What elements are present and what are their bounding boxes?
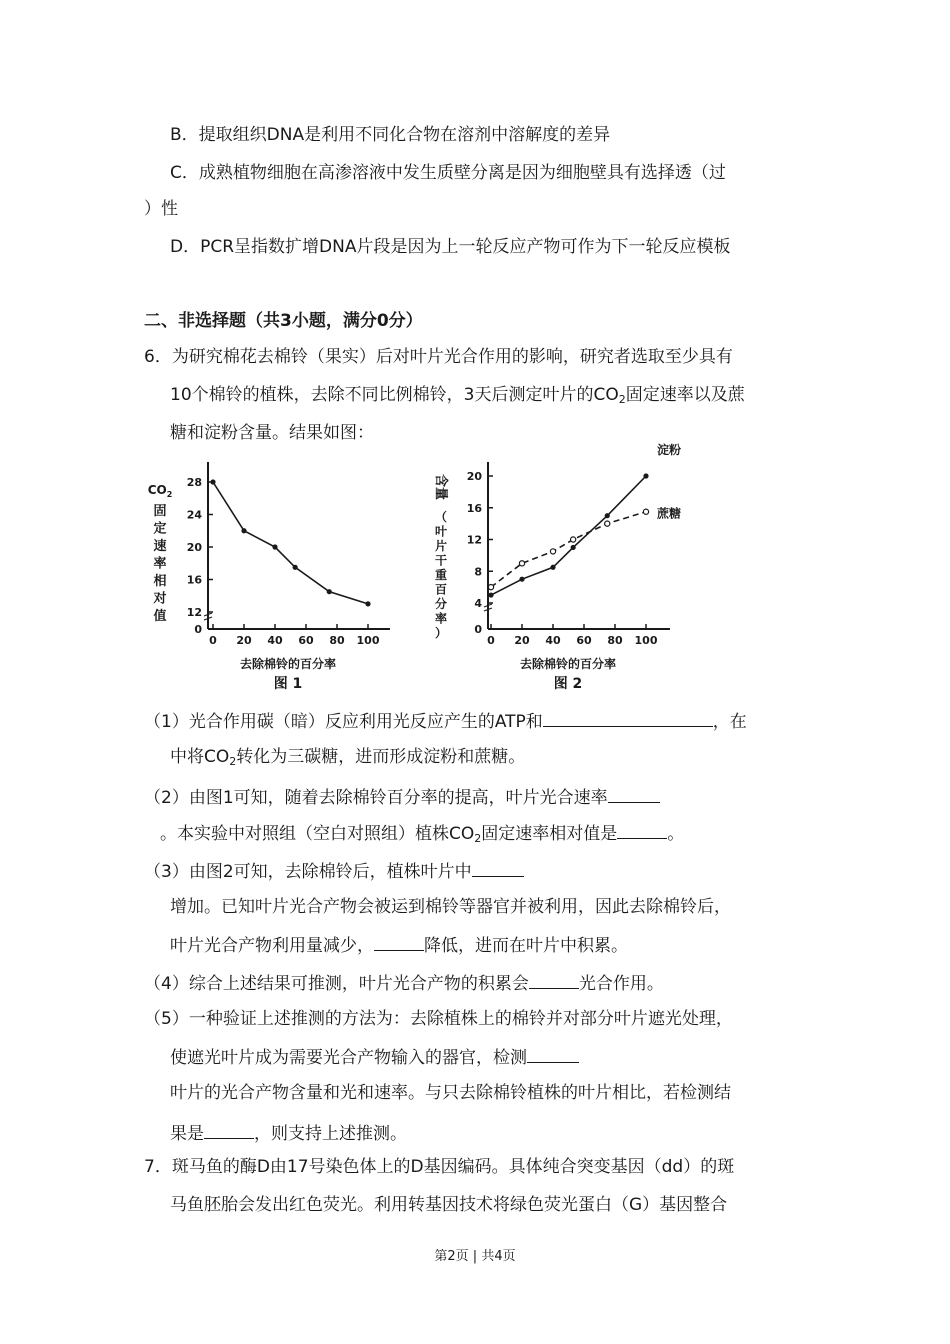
x-tick-label: 40 bbox=[267, 634, 283, 647]
y-label-char: 率 bbox=[434, 611, 448, 626]
data-point bbox=[327, 589, 332, 594]
q6-answer-blank-5 bbox=[374, 932, 424, 951]
data-point bbox=[643, 473, 648, 478]
y-tick-label: 20 bbox=[186, 541, 202, 554]
y-tick-label: 8 bbox=[474, 565, 482, 579]
y-tick-label: 12 bbox=[466, 533, 482, 547]
q6-answer-blank-1 bbox=[543, 708, 713, 727]
figure-2-xlabel: 去除棉铃的百分率 bbox=[519, 657, 617, 671]
data-point bbox=[519, 577, 524, 582]
x-tick-label: 0 bbox=[487, 634, 495, 647]
q6-sub5-line2: 使遮光叶片成为需要光合产物输入的器官，检测 bbox=[170, 1044, 579, 1069]
y-label-title: 含量 bbox=[433, 473, 448, 501]
figure-1-axes bbox=[204, 462, 390, 629]
data-point bbox=[210, 479, 215, 484]
y-label-char: ） bbox=[434, 626, 448, 640]
figure-2-axes bbox=[484, 462, 670, 629]
y-label-char: 相 bbox=[153, 574, 167, 589]
y-tick-label: 16 bbox=[186, 573, 202, 587]
data-point bbox=[293, 565, 298, 570]
x-tick-label: 80 bbox=[607, 634, 623, 647]
q6-sub4: （4）综合上述结果可推测，叶片光合产物的积累会 光合作用。 bbox=[144, 970, 664, 995]
q7-stem-line1: 7．斑马鱼的酶D由17号染色体上的D基因编码。具体纯合突变基因（dd）的斑 bbox=[144, 1157, 735, 1177]
x-tick-label: 40 bbox=[545, 634, 561, 647]
figure-1-xlabel: 去除棉铃的百分率 bbox=[239, 657, 337, 671]
y-label-char: 干 bbox=[434, 553, 448, 568]
data-point bbox=[488, 592, 493, 597]
y-label-char: 叶 bbox=[434, 524, 448, 539]
data-point bbox=[519, 561, 524, 566]
q6-answer-blank-7 bbox=[527, 1044, 579, 1063]
option-c-line2: ）性 bbox=[144, 199, 178, 219]
q6-sub3-line3: 叶片光合产物利用量减少， 降低，进而在叶片中积累。 bbox=[170, 932, 628, 957]
q6-sub5-line1: （5）一种验证上述推测的方法为：去除植株上的棉铃并对部分叶片遮光处理， bbox=[144, 1009, 733, 1029]
q7-stem-line2: 马鱼胚胎会发出红色荧光。利用转基因技术将绿色荧光蛋白（G）基因整合 bbox=[170, 1195, 728, 1215]
figure-1-title: 图 1 bbox=[273, 676, 303, 692]
x-tick-label: 100 bbox=[634, 634, 658, 647]
figure-2-title: 图 2 bbox=[553, 676, 583, 692]
page-footer: 第2页 | 共4页 bbox=[434, 1249, 516, 1264]
data-point bbox=[571, 537, 576, 542]
data-point bbox=[605, 513, 610, 518]
q6-stem-line1: 6．为研究棉花去棉铃（果实）后对叶片光合作用的影响，研究者选取至少具有 bbox=[144, 347, 733, 367]
q6-sub3-line2: 增加。已知叶片光合产物会被运到棉铃等器官并被利用，因此去除棉铃后， bbox=[170, 897, 731, 917]
series-line bbox=[491, 476, 646, 595]
data-point bbox=[241, 528, 246, 533]
y-tick-label: 16 bbox=[466, 501, 482, 515]
x-tick-label: 20 bbox=[236, 634, 252, 647]
q6-sub3-line1: （3）由图2可知，去除棉铃后，植株叶片中 bbox=[144, 858, 524, 883]
zero-label: 0 bbox=[474, 623, 482, 636]
data-point bbox=[550, 565, 555, 570]
y-label-char: 对 bbox=[153, 591, 167, 607]
data-point bbox=[571, 545, 576, 550]
x-tick-label: 100 bbox=[356, 634, 380, 647]
x-tick-label: 0 bbox=[209, 634, 217, 647]
y-label-co2: $CO_2$ bbox=[147, 483, 173, 499]
x-tick-label: 20 bbox=[514, 634, 530, 647]
data-point bbox=[643, 509, 648, 514]
figure-1-ylabel bbox=[148, 483, 173, 624]
section-title: 二、非选择题（共3小题，满分0分） bbox=[144, 311, 423, 331]
y-tick-label: 28 bbox=[186, 476, 202, 489]
series-line bbox=[213, 482, 368, 604]
series-label: 淀粉 bbox=[657, 443, 682, 457]
option-b: B．提取组织DNA是利用不同化合物在溶剂中溶解度的差异 bbox=[170, 125, 611, 145]
series-line bbox=[491, 512, 646, 587]
series-label: 蔗糖 bbox=[657, 506, 682, 521]
x-tick-label: 60 bbox=[576, 634, 592, 647]
q6-answer-blank-2 bbox=[608, 784, 660, 803]
y-label-char: 分 bbox=[434, 597, 448, 611]
q6-stem-line3: 糖和淀粉含量。结果如图： bbox=[170, 423, 374, 443]
y-label-char: 率 bbox=[153, 556, 167, 572]
data-point bbox=[605, 521, 610, 526]
y-tick-label: 20 bbox=[466, 470, 482, 483]
q6-sub2-line1: （2）由图1可知，随着去除棉铃百分率的提高，叶片光合速率 bbox=[144, 784, 660, 809]
option-d: D．PCR呈指数扩增DNA片段是因为上一轮反应产物可作为下一轮反应模板 bbox=[170, 237, 731, 257]
q6-sub1-line1: （1）光合作用碳（暗）反应利用光反应产生的ATP和 ，在 bbox=[144, 708, 747, 733]
figure-2-ylabel bbox=[433, 474, 449, 640]
q6-sub1-line2: 中将$CO_2$转化为三碳糖，进而形成淀粉和蔗糖。 bbox=[170, 747, 526, 768]
y-label-char: 定 bbox=[153, 521, 167, 537]
y-tick-label: 24 bbox=[186, 508, 202, 522]
q6-answer-blank-8 bbox=[204, 1120, 254, 1139]
y-tick-label: 12 bbox=[186, 606, 202, 619]
y-label-char: 片 bbox=[434, 539, 448, 553]
figure-1-chart bbox=[140, 455, 410, 700]
y-label-char: 百 bbox=[434, 582, 448, 597]
q6-sub5-line3: 叶片的光合产物含量和光和速率。与只去除棉铃植株的叶片相比，若检测结 bbox=[170, 1083, 731, 1103]
y-label-char: 速 bbox=[153, 539, 167, 554]
q6-answer-blank-6 bbox=[529, 970, 579, 989]
y-label-char: （ bbox=[434, 510, 448, 524]
y-label-char: 固 bbox=[153, 504, 167, 519]
figure-2-chart bbox=[425, 443, 705, 700]
zero-label: 0 bbox=[194, 623, 202, 636]
data-point bbox=[550, 549, 555, 554]
q6-answer-blank-4 bbox=[472, 858, 524, 877]
q6-sub5-line4: 果是 ，则支持上述推测。 bbox=[170, 1120, 407, 1145]
data-point bbox=[488, 585, 493, 590]
y-label-char: 值 bbox=[153, 609, 167, 624]
q6-sub2-line2: 。本实验中对照组（空白对照组）植株$CO_2$固定速率相对值是 。 bbox=[160, 820, 684, 845]
x-tick-label: 80 bbox=[329, 634, 345, 647]
data-point bbox=[272, 544, 277, 549]
x-tick-label: 60 bbox=[298, 634, 314, 647]
q6-stem-line2: 10个棉铃的植株，去除不同比例棉铃，3天后测定叶片的$CO_2$固定速率以及蔗 bbox=[170, 385, 745, 406]
option-c-line1: C．成熟植物细胞在高渗溶液中发生质壁分离是因为细胞壁具有选择透（过 bbox=[170, 163, 726, 183]
y-label-char: 重 bbox=[434, 568, 448, 582]
y-tick-label: 4 bbox=[474, 597, 482, 610]
data-point bbox=[365, 601, 370, 606]
q6-answer-blank-3 bbox=[617, 820, 667, 839]
